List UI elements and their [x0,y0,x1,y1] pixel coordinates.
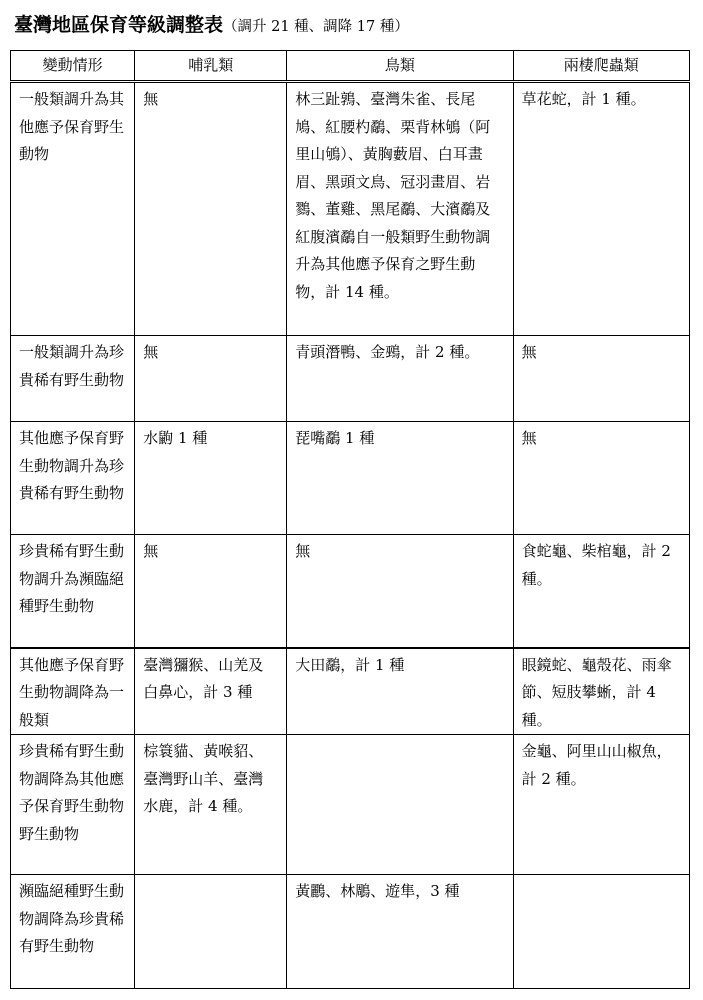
header-mammals: 哺乳類 [135,51,287,82]
cell-birds: 無 [287,535,513,648]
cell-herps: 草花蛇，計 1 種。 [513,82,689,336]
cell-herps: 無 [513,336,689,422]
table-row [11,336,690,422]
table-row [11,735,690,875]
cell-herps: 食蛇龜、柴棺龜，計 2 種。 [513,535,689,648]
table-row [11,648,690,735]
table-row [11,82,690,336]
cell-change: 珍貴稀有野生動物調降為其他應予保育野生動物野生動物 [11,735,135,875]
cell-herps [513,875,689,989]
cell-mammals [135,875,287,989]
cell-birds: 青頭潛鴨、金鵐，計 2 種。 [287,336,513,422]
cell-change: 其他應予保育野生動物調升為珍貴稀有野生動物 [11,422,135,535]
cell-herps: 金龜、阿里山山椒魚，計 2 種。 [513,735,689,875]
cell-change: 一般類調升為珍貴稀有野生動物 [11,336,135,422]
cell-birds: 大田鷸，計 1 種 [287,648,513,735]
cell-change: 瀕臨絕種野生動物調降為珍貴稀有野生動物 [11,875,135,989]
cell-mammals: 無 [135,82,287,336]
cell-birds: 林三趾鶉、臺灣朱雀、長尾鳩、紅腰杓鷸、栗背林鴝（阿里山鴝）、黃胸藪眉、白耳畫眉、黑頭文鳥、冠羽畫眉、岩鷚、董雞、黑尾鷸、大濱鷸及紅腹濱鷸自一般類野生動物調升為其他應予保育之野生動物，計 14 種。 [287,82,513,336]
cell-birds: 黃鸝、林鵰、遊隼，3 種 [287,875,513,989]
cell-mammals: 水鼩 1 種 [135,422,287,535]
header-herps: 兩棲爬蟲類 [513,51,689,82]
title-subtitle: （調升 21 種、調降 17 種） [223,19,409,35]
table-row [11,875,690,989]
cell-herps: 無 [513,422,689,535]
cell-birds: 琵嘴鷸 1 種 [287,422,513,535]
cell-change: 珍貴稀有野生動物調升為瀕臨絕種野生動物 [11,535,135,648]
table-row [11,422,690,535]
cell-mammals: 無 [135,336,287,422]
cell-mammals: 無 [135,535,287,648]
conservation-level-table [10,50,690,989]
cell-change: 一般類調升為其他應予保育野生動物 [11,82,135,336]
cell-mammals: 棕簑貓、黃喉貂、臺灣野山羊、臺灣水鹿，計 4 種。 [135,735,287,875]
header-birds: 鳥類 [287,51,513,82]
table-header-row [11,51,690,82]
cell-herps: 眼鏡蛇、龜殼花、雨傘節、短肢攀蜥，計 4 種。 [513,648,689,735]
cell-birds [287,735,513,875]
table-row [11,535,690,648]
cell-change: 其他應予保育野生動物調降為一般類 [11,648,135,735]
page-title [14,10,409,40]
title-main: 臺灣地區保育等級調整表 [14,14,224,36]
header-change: 變動情形 [11,51,135,82]
cell-mammals: 臺灣獼猴、山羌及白鼻心，計 3 種 [135,648,287,735]
